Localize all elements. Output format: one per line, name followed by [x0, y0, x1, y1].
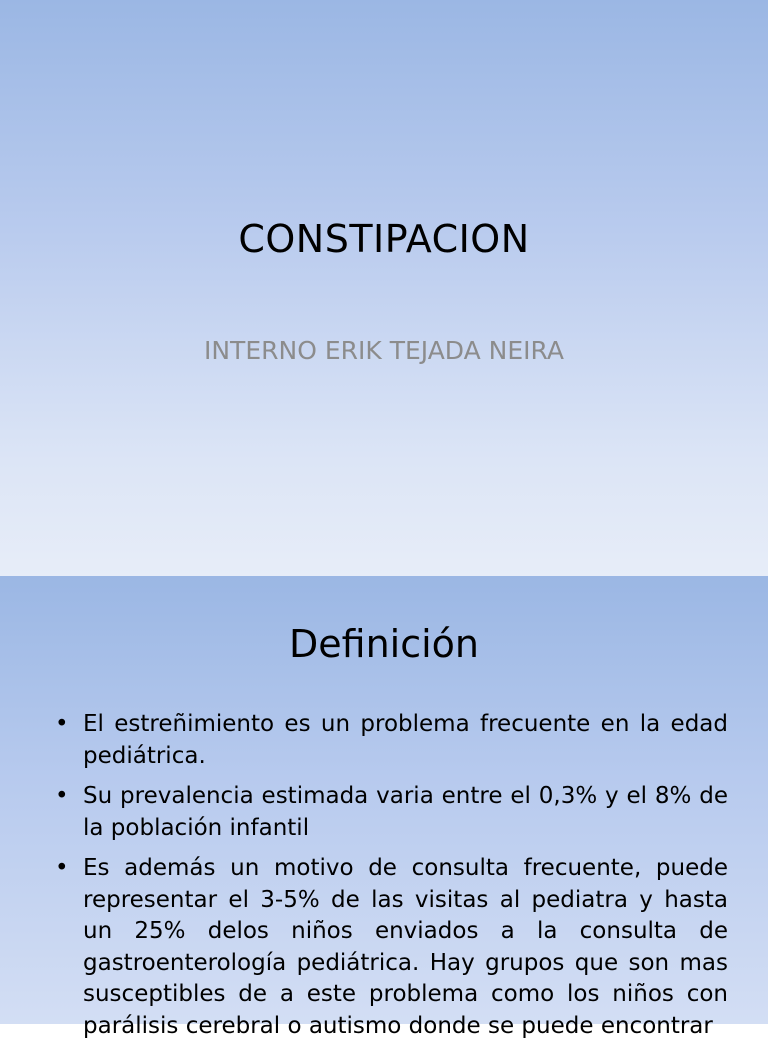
bullet-item [55, 781, 728, 844]
slide-subtitle: INTERNO ERIK TEJADA NEIRA [203, 336, 564, 365]
bullet-dot-icon: • [55, 711, 69, 737]
bullet-item [55, 709, 728, 772]
slide-title-heading: CONSTIPACION [238, 217, 530, 261]
bullet-text: Es además un motivo de consulta frecuente, puede representar el 3-5% de las visitas al pediatra y hasta un 25% delos niños enviados a la consulta de gastroenterología pediátrica. Hay grupos que son mas susceptibles de a este problema como los niños con parálisis cerebral o autismo donde se puede encontrar [83, 855, 728, 1039]
bullet-text: El estreñimiento es un problema frecuente en la edad pediátrica. [83, 711, 728, 769]
bullet-dot-icon: • [55, 855, 69, 881]
bullet-dot-icon: • [55, 783, 69, 809]
bullet-text: Su prevalencia estimada varia entre el 0,3% y el 8% de la población infantil [83, 783, 728, 841]
slide-definition [0, 576, 768, 1039]
bullet-list [55, 709, 728, 1051]
slide-definition-heading: Definición [289, 622, 479, 666]
bullet-item [55, 853, 728, 1042]
